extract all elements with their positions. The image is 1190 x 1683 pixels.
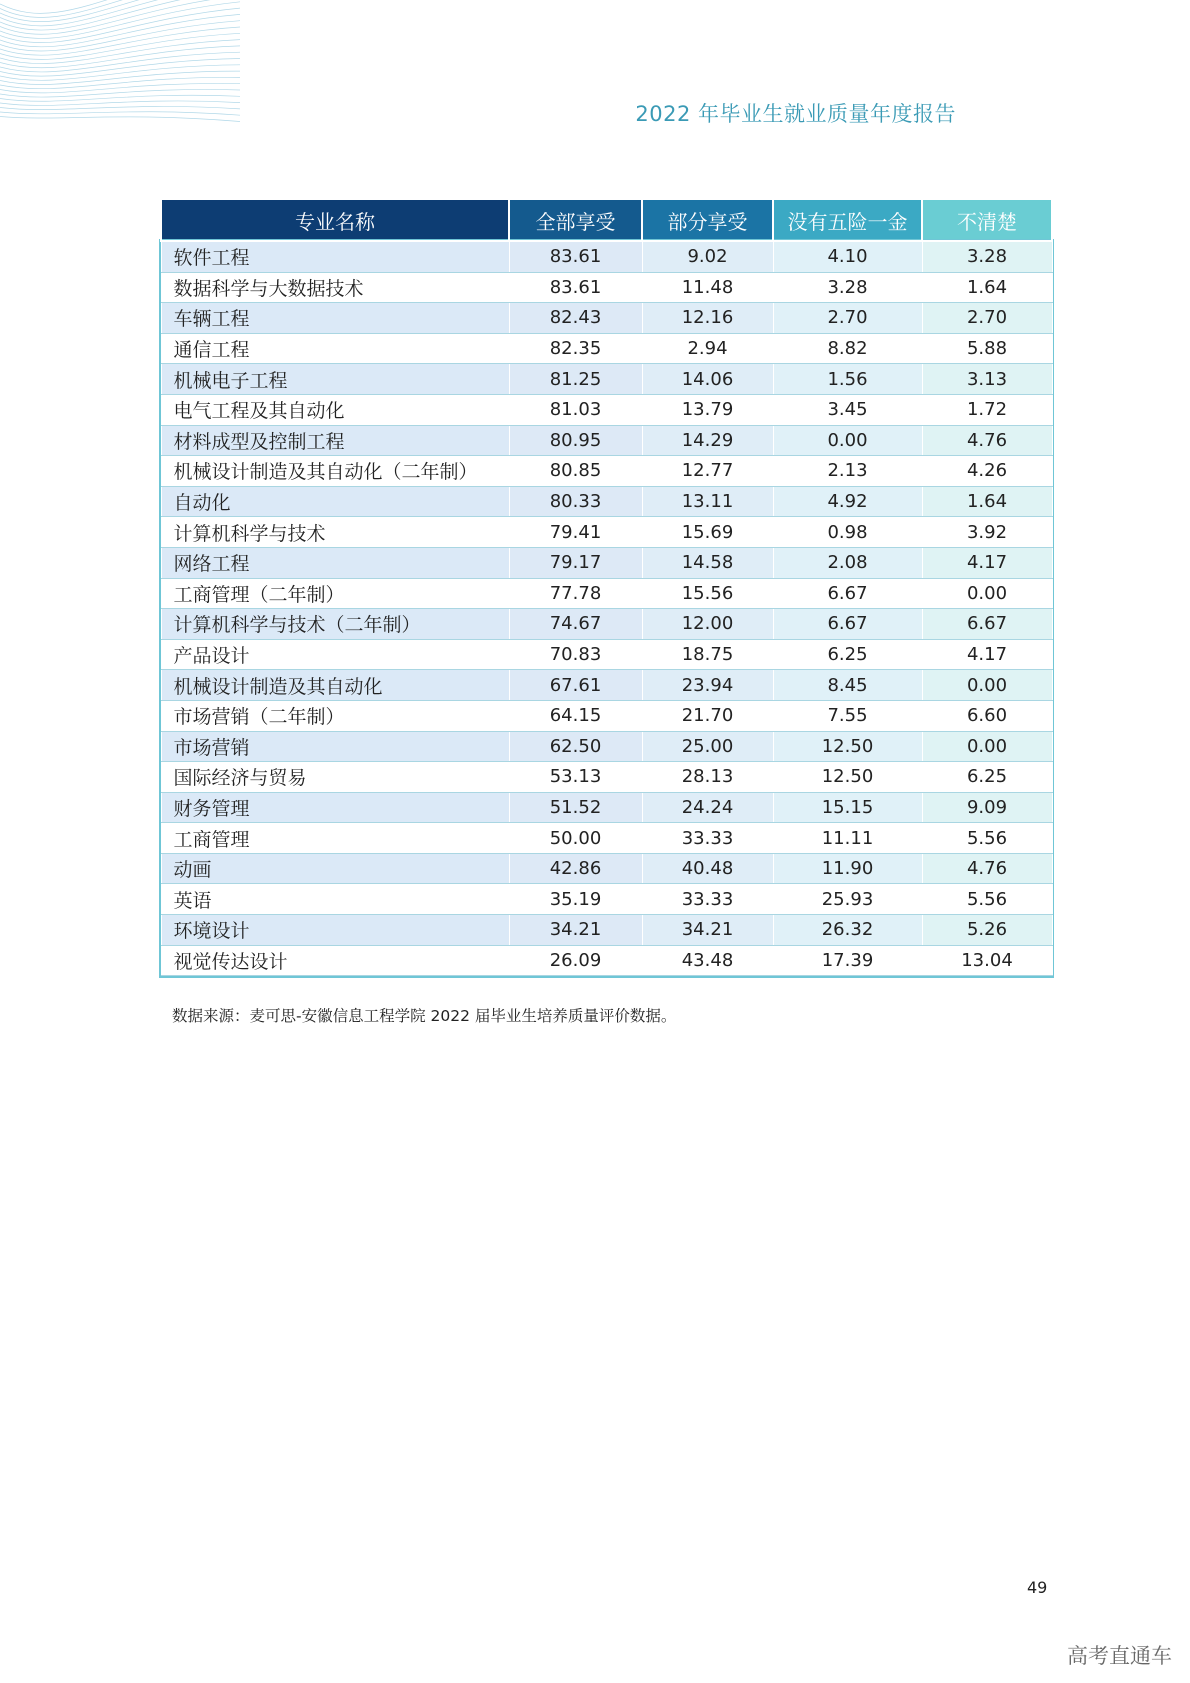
no-coverage-cell: 8.45 [773, 670, 922, 701]
unclear-cell: 3.92 [922, 517, 1052, 548]
no-coverage-cell: 17.39 [773, 945, 922, 976]
no-coverage-cell: 26.32 [773, 915, 922, 946]
full-coverage-cell: 64.15 [509, 700, 642, 731]
column-header-partial: 部分享受 [642, 199, 773, 241]
table-row [161, 364, 1052, 395]
wave-line [0, 112, 240, 115]
table-row [161, 272, 1052, 303]
partial-coverage-cell: 9.02 [642, 241, 773, 272]
unclear-cell: 13.04 [922, 945, 1052, 976]
major-name-cell: 自动化 [161, 486, 509, 517]
partial-coverage-cell: 33.33 [642, 823, 773, 854]
full-coverage-cell: 77.78 [509, 578, 642, 609]
major-name-cell: 动画 [161, 853, 509, 884]
wave-line [0, 83, 240, 92]
table-row [161, 333, 1052, 364]
partial-coverage-cell: 11.48 [642, 272, 773, 303]
unclear-cell: 6.60 [922, 700, 1052, 731]
unclear-cell: 1.64 [922, 486, 1052, 517]
full-coverage-cell: 53.13 [509, 762, 642, 793]
major-name-cell: 机械设计制造及其自动化 [161, 670, 509, 701]
wave-line [0, 95, 240, 101]
unclear-cell: 0.00 [922, 670, 1052, 701]
table-row [161, 456, 1052, 487]
wave-line [0, 106, 240, 109]
no-coverage-cell: 12.50 [773, 762, 922, 793]
wave-line [0, 117, 240, 122]
unclear-cell: 4.26 [922, 456, 1052, 487]
table-row [161, 792, 1052, 823]
no-coverage-cell: 2.13 [773, 456, 922, 487]
column-header-none: 没有五险一金 [773, 199, 922, 241]
table-header-row [161, 199, 1052, 241]
full-coverage-cell: 83.61 [509, 272, 642, 303]
partial-coverage-cell: 43.48 [642, 945, 773, 976]
wave-line [0, 33, 240, 59]
full-coverage-cell: 80.95 [509, 425, 642, 456]
partial-coverage-cell: 15.56 [642, 578, 773, 609]
partial-coverage-cell: 14.06 [642, 364, 773, 395]
wave-line [0, 89, 240, 97]
page-number: 49 [1027, 1578, 1048, 1597]
unclear-cell: 4.17 [922, 547, 1052, 578]
major-name-cell: 市场营销 [161, 731, 509, 762]
wave-line [0, 101, 240, 105]
table-row [161, 303, 1052, 334]
full-coverage-cell: 67.61 [509, 670, 642, 701]
full-coverage-cell: 50.00 [509, 823, 642, 854]
watermark-text: 高考直通车 [1067, 1644, 1172, 1668]
partial-coverage-cell: 2.94 [642, 333, 773, 364]
major-name-cell: 计算机科学与技术 [161, 517, 509, 548]
major-name-cell: 环境设计 [161, 915, 509, 946]
major-name-cell: 车辆工程 [161, 303, 509, 334]
no-coverage-cell: 25.93 [773, 884, 922, 915]
unclear-cell: 2.70 [922, 303, 1052, 334]
column-header-full: 全部享受 [509, 199, 642, 241]
full-coverage-cell: 81.25 [509, 364, 642, 395]
no-coverage-cell: 3.45 [773, 394, 922, 425]
partial-coverage-cell: 13.11 [642, 486, 773, 517]
no-coverage-cell: 6.67 [773, 578, 922, 609]
table-body [161, 241, 1052, 976]
table-row [161, 609, 1052, 640]
table-row [161, 578, 1052, 609]
table-row [161, 394, 1052, 425]
no-coverage-cell: 11.11 [773, 823, 922, 854]
no-coverage-cell: 2.08 [773, 547, 922, 578]
partial-coverage-cell: 33.33 [642, 884, 773, 915]
report-title: 2022 年毕业生就业质量年度报告 [635, 102, 956, 126]
partial-coverage-cell: 13.79 [642, 394, 773, 425]
no-coverage-cell: 0.98 [773, 517, 922, 548]
major-name-cell: 数据科学与大数据技术 [161, 272, 509, 303]
full-coverage-cell: 80.33 [509, 486, 642, 517]
unclear-cell: 5.26 [922, 915, 1052, 946]
table-row [161, 486, 1052, 517]
table-row [161, 915, 1052, 946]
full-coverage-cell: 42.86 [509, 853, 642, 884]
table-row [161, 945, 1052, 976]
no-coverage-cell: 11.90 [773, 853, 922, 884]
major-name-cell: 产品设计 [161, 639, 509, 670]
unclear-cell: 6.25 [922, 762, 1052, 793]
source-footnote: 数据来源：麦可思-安徽信息工程学院 2022 届毕业生培养质量评价数据。 [172, 1007, 677, 1025]
major-name-cell: 视觉传达设计 [161, 945, 509, 976]
unclear-cell: 1.72 [922, 394, 1052, 425]
table-row [161, 823, 1052, 854]
partial-coverage-cell: 24.24 [642, 792, 773, 823]
table-row [161, 853, 1052, 884]
column-header-major: 专业名称 [161, 199, 509, 241]
full-coverage-cell: 82.35 [509, 333, 642, 364]
unclear-cell: 3.28 [922, 241, 1052, 272]
full-coverage-cell: 62.50 [509, 731, 642, 762]
column-header-unclear: 不清楚 [922, 199, 1052, 241]
major-name-cell: 市场营销（二年制） [161, 700, 509, 731]
no-coverage-cell: 6.25 [773, 639, 922, 670]
partial-coverage-cell: 40.48 [642, 853, 773, 884]
partial-coverage-cell: 25.00 [642, 731, 773, 762]
major-name-cell: 财务管理 [161, 792, 509, 823]
major-name-cell: 计算机科学与技术（二年制） [161, 609, 509, 640]
no-coverage-cell: 3.28 [773, 272, 922, 303]
no-coverage-cell: 15.15 [773, 792, 922, 823]
no-coverage-cell: 12.50 [773, 731, 922, 762]
corner-wave-decoration [0, 0, 240, 130]
full-coverage-cell: 80.85 [509, 456, 642, 487]
partial-coverage-cell: 12.00 [642, 609, 773, 640]
partial-coverage-cell: 34.21 [642, 915, 773, 946]
full-coverage-cell: 70.83 [509, 639, 642, 670]
full-coverage-cell: 79.17 [509, 547, 642, 578]
table-row [161, 517, 1052, 548]
table-row [161, 547, 1052, 578]
full-coverage-cell: 82.43 [509, 303, 642, 334]
partial-coverage-cell: 15.69 [642, 517, 773, 548]
full-coverage-cell: 74.67 [509, 609, 642, 640]
unclear-cell: 0.00 [922, 578, 1052, 609]
full-coverage-cell: 51.52 [509, 792, 642, 823]
unclear-cell: 5.56 [922, 823, 1052, 854]
unclear-cell: 1.64 [922, 272, 1052, 303]
unclear-cell: 3.13 [922, 364, 1052, 395]
full-coverage-cell: 83.61 [509, 241, 642, 272]
partial-coverage-cell: 12.16 [642, 303, 773, 334]
no-coverage-cell: 0.00 [773, 425, 922, 456]
table-row [161, 731, 1052, 762]
unclear-cell: 6.67 [922, 609, 1052, 640]
full-coverage-cell: 26.09 [509, 945, 642, 976]
major-name-cell: 电气工程及其自动化 [161, 394, 509, 425]
wave-line [0, 77, 240, 88]
unclear-cell: 4.76 [922, 425, 1052, 456]
partial-coverage-cell: 14.58 [642, 547, 773, 578]
major-name-cell: 通信工程 [161, 333, 509, 364]
unclear-cell: 9.09 [922, 792, 1052, 823]
no-coverage-cell: 4.92 [773, 486, 922, 517]
partial-coverage-cell: 18.75 [642, 639, 773, 670]
table-row [161, 670, 1052, 701]
unclear-cell: 4.17 [922, 639, 1052, 670]
insurance-coverage-table [160, 198, 1053, 976]
no-coverage-cell: 2.70 [773, 303, 922, 334]
partial-coverage-cell: 12.77 [642, 456, 773, 487]
partial-coverage-cell: 14.29 [642, 425, 773, 456]
no-coverage-cell: 8.82 [773, 333, 922, 364]
major-name-cell: 工商管理（二年制） [161, 578, 509, 609]
unclear-cell: 5.88 [922, 333, 1052, 364]
full-coverage-cell: 81.03 [509, 394, 642, 425]
table-row [161, 639, 1052, 670]
major-name-cell: 材料成型及控制工程 [161, 425, 509, 456]
major-name-cell: 网络工程 [161, 547, 509, 578]
full-coverage-cell: 79.41 [509, 517, 642, 548]
no-coverage-cell: 1.56 [773, 364, 922, 395]
unclear-cell: 0.00 [922, 731, 1052, 762]
major-name-cell: 工商管理 [161, 823, 509, 854]
no-coverage-cell: 4.10 [773, 241, 922, 272]
unclear-cell: 4.76 [922, 853, 1052, 884]
partial-coverage-cell: 28.13 [642, 762, 773, 793]
table-row [161, 241, 1052, 272]
unclear-cell: 5.56 [922, 884, 1052, 915]
full-coverage-cell: 35.19 [509, 884, 642, 915]
full-coverage-cell: 34.21 [509, 915, 642, 946]
table-row [161, 884, 1052, 915]
major-name-cell: 机械设计制造及其自动化（二年制） [161, 456, 509, 487]
no-coverage-cell: 6.67 [773, 609, 922, 640]
partial-coverage-cell: 21.70 [642, 700, 773, 731]
table-row [161, 700, 1052, 731]
major-name-cell: 英语 [161, 884, 509, 915]
major-name-cell: 软件工程 [161, 241, 509, 272]
partial-coverage-cell: 23.94 [642, 670, 773, 701]
table-row [161, 762, 1052, 793]
major-name-cell: 国际经济与贸易 [161, 762, 509, 793]
table-row [161, 425, 1052, 456]
no-coverage-cell: 7.55 [773, 700, 922, 731]
major-name-cell: 机械电子工程 [161, 364, 509, 395]
